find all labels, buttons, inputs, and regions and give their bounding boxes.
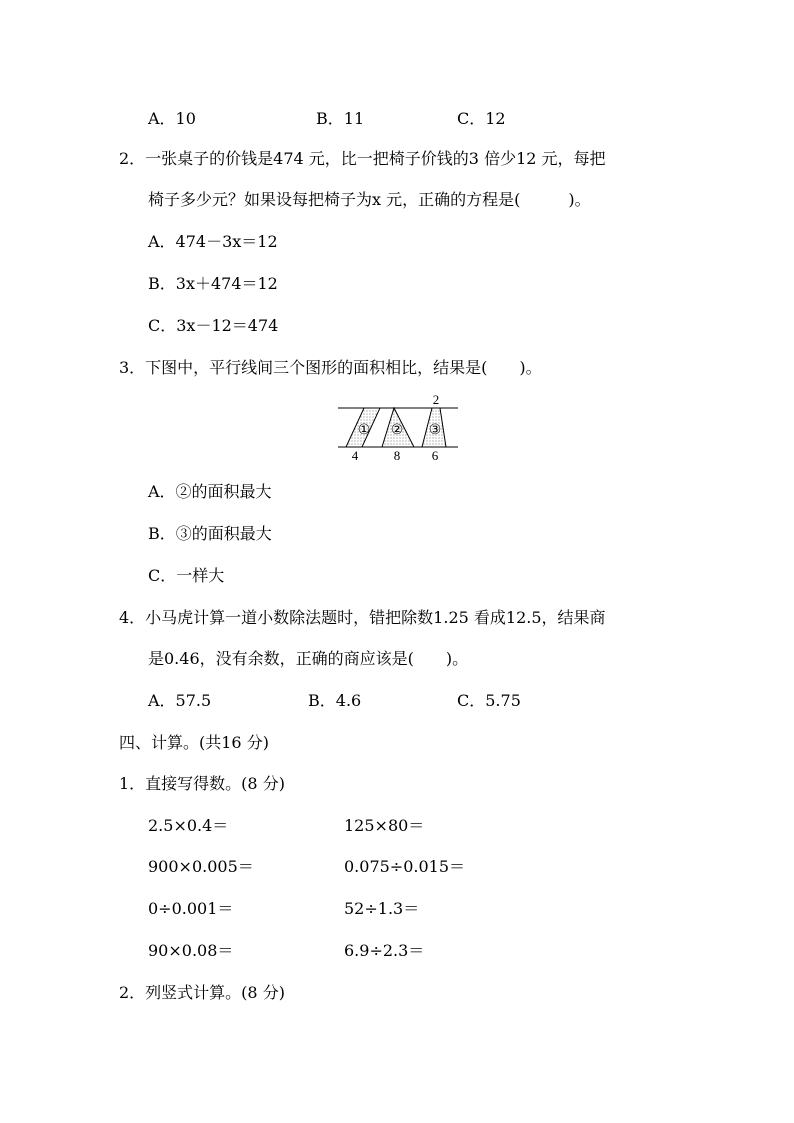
section4-title: 四、计算。(共16 分) [119,733,269,752]
calc-1-left: 2.5×0.4＝ [148,816,229,835]
label-bottom-6: 6 [431,448,439,462]
q4-option-c: C．5.75 [457,691,521,710]
q3-stem: 3．下图中，平行线间三个图形的面积相比，结果是( )。 [119,358,542,377]
q1-option-b: B．11 [316,109,365,128]
q3-option-a: A．②的面积最大 [148,482,272,501]
q2-stem-line1: 2．一张桌子的价钱是474 元，比一把椅子价钱的3 倍少12 元，每把 [119,149,606,168]
label-bottom-8: 8 [393,448,401,462]
parallel-lines-figure [336,392,460,462]
q3-option-b: B．③的面积最大 [148,524,272,543]
q4-stem-line1: 4．小马虎计算一道小数除法题时，错把除数1.25 看成12.5，结果商 [119,608,606,627]
label-circle-2: ② [390,422,404,438]
section4-sub1: 1．直接写得数。(8 分) [119,774,285,793]
calc-4-right: 6.9÷2.3＝ [344,941,425,960]
q2-option-c: C．3x－12＝474 [148,316,279,335]
q4-option-a: A．57.5 [148,691,212,710]
calc-2-right: 0.075÷0.015＝ [344,857,466,876]
q2-option-b: B．3x＋474＝12 [148,274,278,293]
label-circle-3: ③ [428,422,442,438]
q2-stem-line2: 椅子多少元？如果设每把椅子为x 元，正确的方程是( )。 [148,190,591,209]
label-circle-1: ① [357,422,371,438]
calc-1-right: 125×80＝ [344,816,425,835]
calc-3-right: 52÷1.3＝ [344,899,420,918]
label-top-2: 2 [432,392,440,407]
q3-option-c: C．一样大 [148,566,225,585]
q2-option-a: A．474－3x＝12 [148,232,278,251]
calc-3-left: 0÷0.001＝ [148,899,234,918]
section4-sub2: 2．列竖式计算。(8 分) [119,983,285,1002]
q4-option-b: B．4.6 [308,691,362,710]
q4-stem-line2: 是0.46，没有余数，正确的商应该是( )。 [148,649,469,668]
label-bottom-4: 4 [351,448,359,462]
q1-option-c: C．12 [457,109,506,128]
calc-4-left: 90×0.08＝ [148,941,234,960]
calc-2-left: 900×0.005＝ [148,857,254,876]
q1-option-a: A．10 [148,109,196,128]
